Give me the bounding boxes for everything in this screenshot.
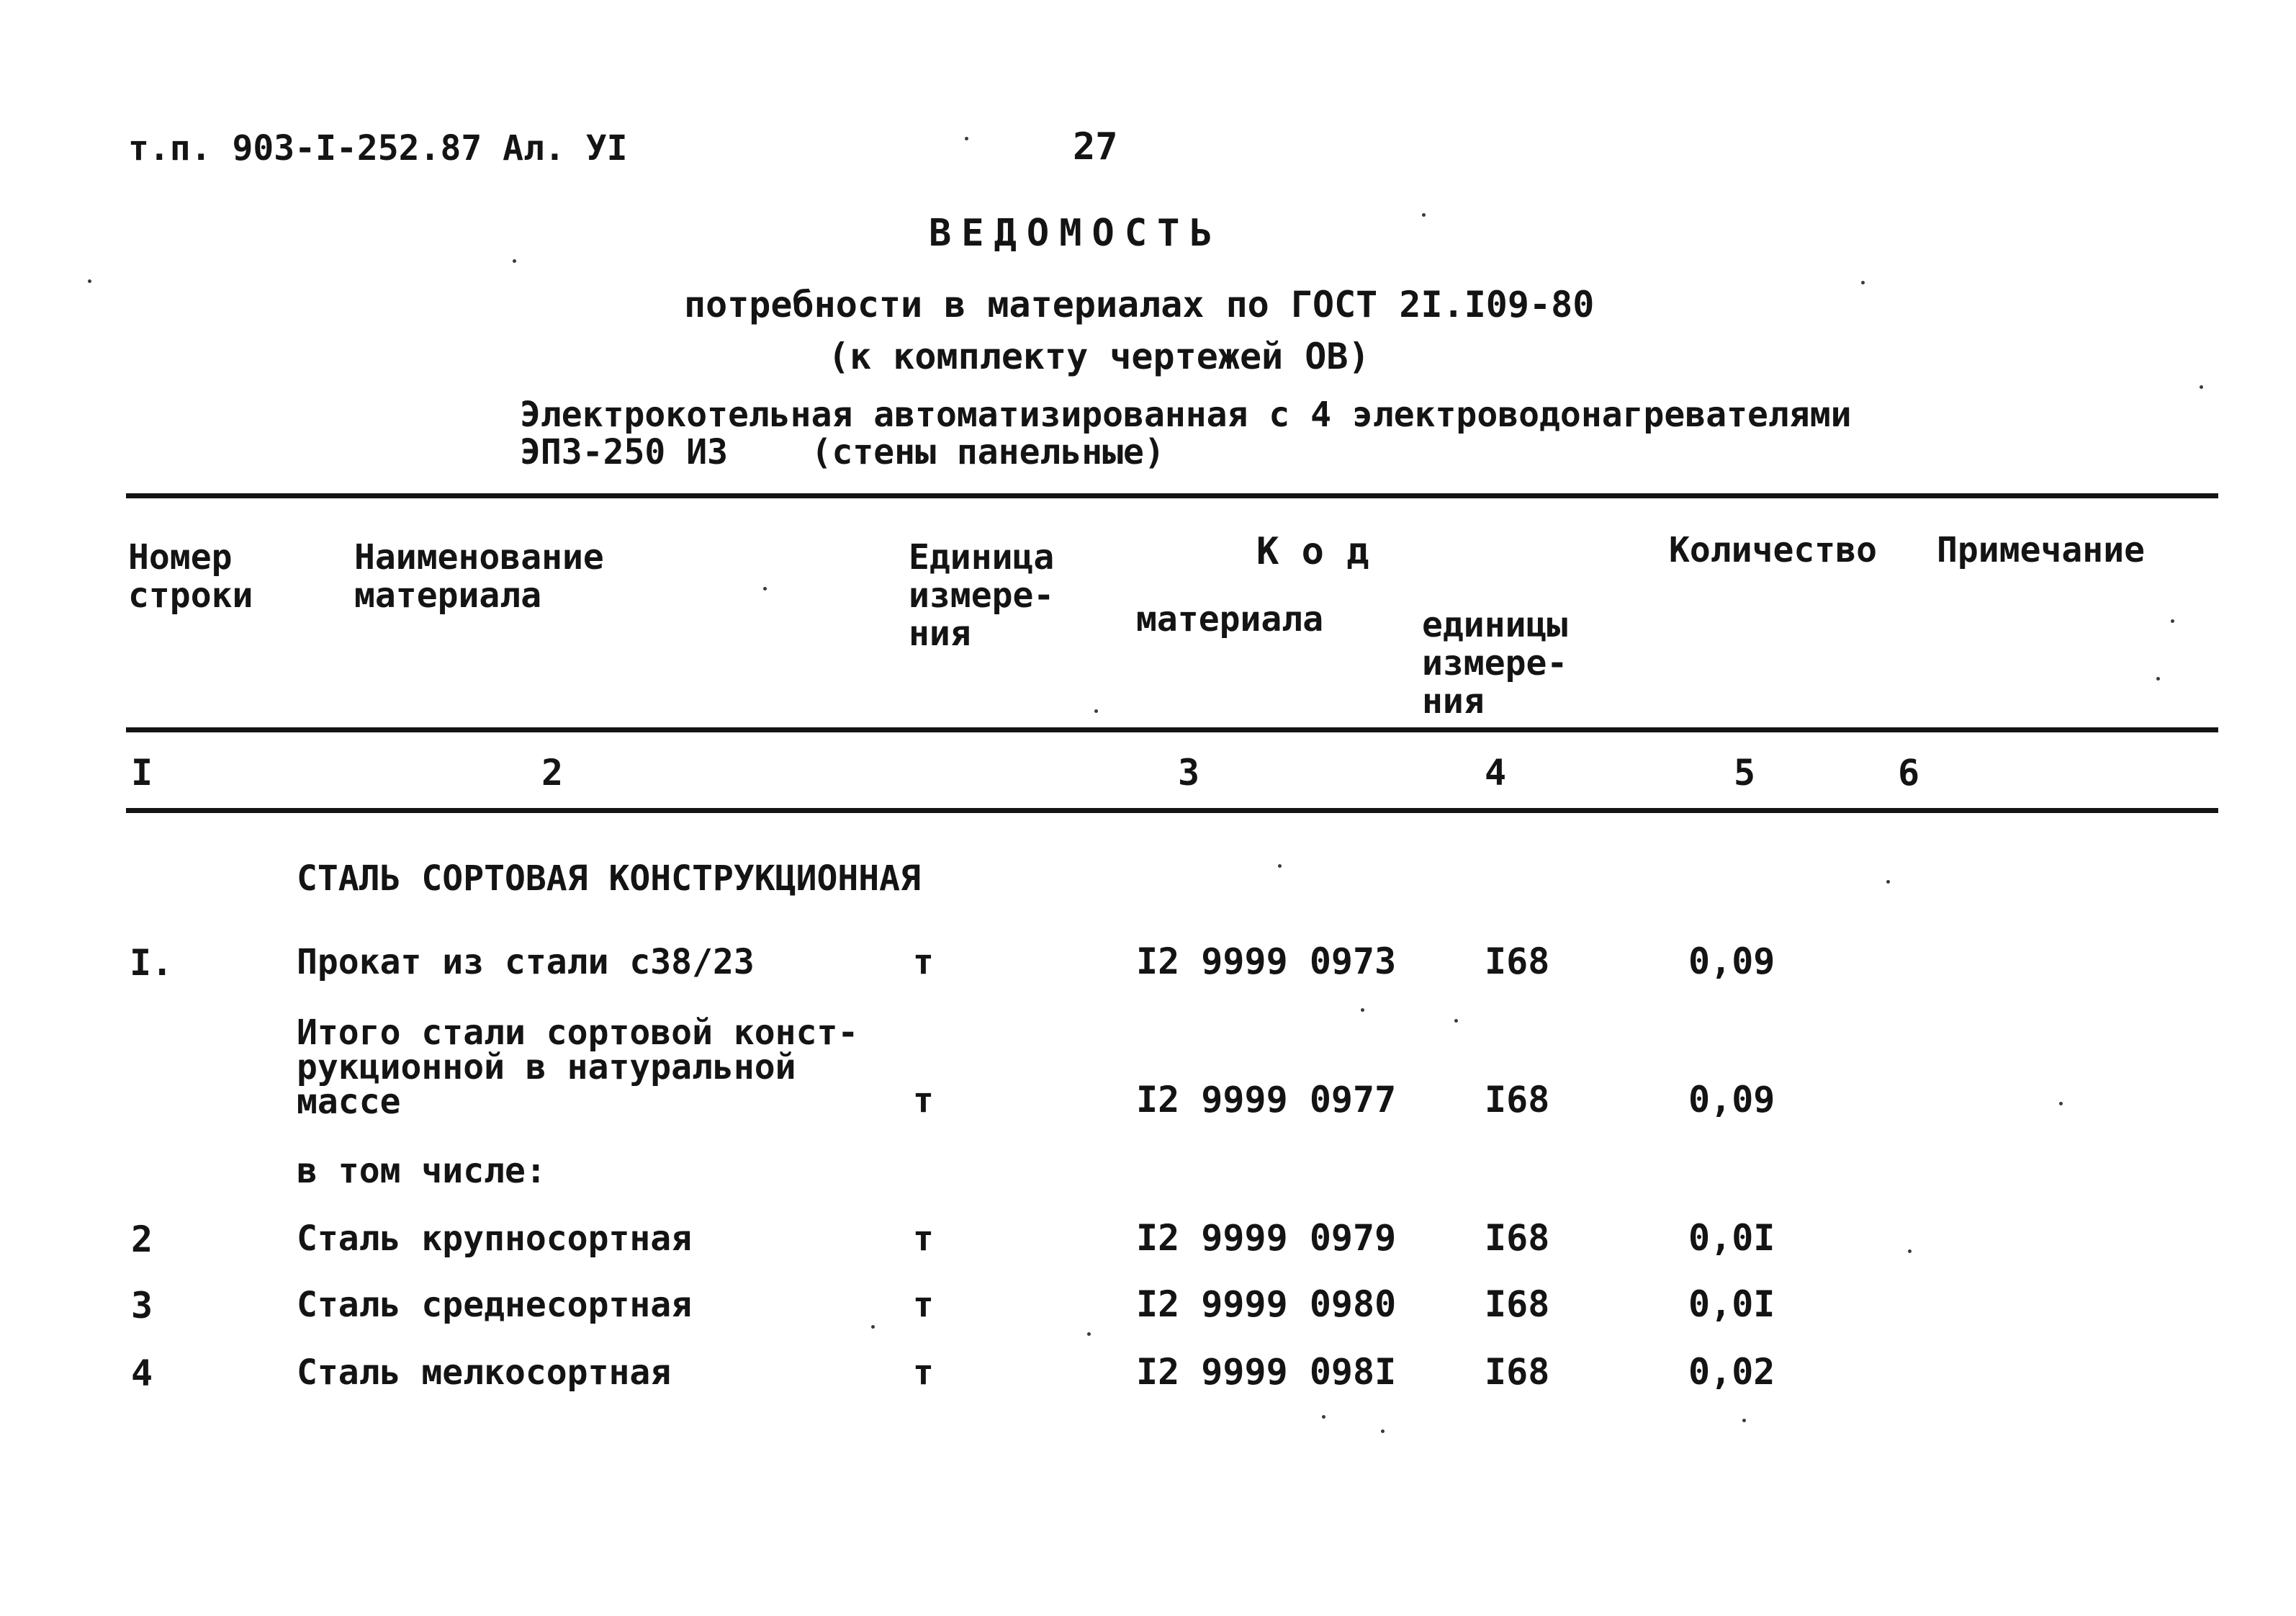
unit-code: I68 xyxy=(1485,1283,1550,1325)
column-number: 4 xyxy=(1485,752,1507,794)
section-title: СТАЛЬ СОРТОВАЯ КОНСТРУКЦИОННАЯ xyxy=(297,858,921,899)
table-column-number-rule xyxy=(126,808,2218,813)
scan-speck xyxy=(1454,1019,1458,1023)
unit: т xyxy=(913,1352,934,1393)
header-unit: Единица измере- ния xyxy=(909,537,1055,654)
scan-speck xyxy=(965,137,968,140)
scan-speck xyxy=(1422,213,1426,217)
scan-speck xyxy=(1087,1332,1091,1336)
material-name: Итого стали сортовой конст- рукционной в натуральной массе xyxy=(297,1013,859,1122)
scan-speck xyxy=(1361,1008,1364,1012)
material-name: Сталь мелкосортная xyxy=(297,1352,672,1393)
column-number: 6 xyxy=(1898,752,1920,794)
header-code: К о д xyxy=(1256,530,1369,573)
material-name: Сталь крупносортная xyxy=(297,1218,693,1259)
document-reference: т.п. 903-I-252.87 Ал. УI xyxy=(128,128,628,169)
unit: т xyxy=(913,942,934,982)
material-name: в том числе: xyxy=(297,1151,546,1191)
row-number: 2 xyxy=(131,1218,153,1260)
material-code: I2 9999 098I xyxy=(1136,1351,1397,1393)
quantity: 0,09 xyxy=(1688,1079,1775,1121)
object-name-line1: Электрокотельная автоматизированная с 4 электроводонагревателями xyxy=(520,395,1852,435)
scan-speck xyxy=(1908,1249,1912,1253)
header-code-material: материала xyxy=(1136,599,1324,639)
table-top-rule xyxy=(126,493,2218,498)
scan-speck xyxy=(1381,1429,1385,1433)
scan-speck xyxy=(1278,864,1282,868)
material-name: Прокат из стали с38/23 xyxy=(297,942,755,982)
scan-speck xyxy=(1886,880,1890,884)
object-name-line2: ЭПЗ-250 ИЗ (стены панельные) xyxy=(520,432,1165,472)
quantity: 0,0I xyxy=(1688,1217,1775,1259)
header-material-name: Наименование материала xyxy=(354,537,604,616)
unit-code: I68 xyxy=(1485,1079,1550,1121)
scan-speck xyxy=(1322,1415,1325,1419)
column-number: I xyxy=(131,752,153,794)
material-code: I2 9999 0979 xyxy=(1136,1217,1397,1259)
unit: т xyxy=(913,1080,934,1121)
material-code: I2 9999 0977 xyxy=(1136,1079,1397,1121)
document-subtitle: потребности в материалах по ГОСТ 2I.I09-80 xyxy=(684,284,1595,326)
quantity: 0,02 xyxy=(1688,1351,1775,1393)
material-code: I2 9999 0973 xyxy=(1136,941,1397,982)
scan-speck xyxy=(2059,1102,2063,1105)
scan-speck xyxy=(763,587,767,591)
material-code: I2 9999 0980 xyxy=(1136,1283,1397,1325)
scan-speck xyxy=(871,1325,875,1329)
table-header-rule xyxy=(126,727,2218,732)
scan-speck xyxy=(2200,385,2203,389)
column-number: 2 xyxy=(541,752,564,794)
quantity: 0,09 xyxy=(1688,941,1775,982)
scan-speck xyxy=(1861,281,1865,284)
quantity: 0,0I xyxy=(1688,1283,1775,1325)
unit-code: I68 xyxy=(1485,941,1550,982)
scan-speck xyxy=(513,259,516,263)
document-title: ВЕДОМОСТЬ xyxy=(929,212,1223,255)
unit: т xyxy=(913,1285,934,1325)
scan-speck xyxy=(1094,709,1098,713)
unit-code: I68 xyxy=(1485,1351,1550,1393)
header-quantity: Количество xyxy=(1669,530,1877,570)
document-subtitle-kit: (к комплекту чертежей ОВ) xyxy=(828,336,1370,377)
column-number: 5 xyxy=(1734,752,1756,794)
scan-speck xyxy=(1742,1419,1746,1422)
row-number: 3 xyxy=(131,1285,153,1327)
header-code-unit: единицы измере- ния xyxy=(1422,605,1568,722)
header-note: Примечание xyxy=(1937,530,2145,570)
row-number: 4 xyxy=(131,1352,153,1394)
unit: т xyxy=(913,1218,934,1259)
scan-speck xyxy=(88,279,91,283)
scan-speck xyxy=(2171,619,2174,623)
scan-speck xyxy=(2156,677,2160,681)
unit-code: I68 xyxy=(1485,1217,1550,1259)
row-number: I. xyxy=(130,942,174,984)
column-number: 3 xyxy=(1178,752,1200,794)
page-number: 27 xyxy=(1073,125,1118,169)
header-row-number: Номер строки xyxy=(128,537,253,616)
material-name: Сталь среднесортная xyxy=(297,1285,693,1325)
